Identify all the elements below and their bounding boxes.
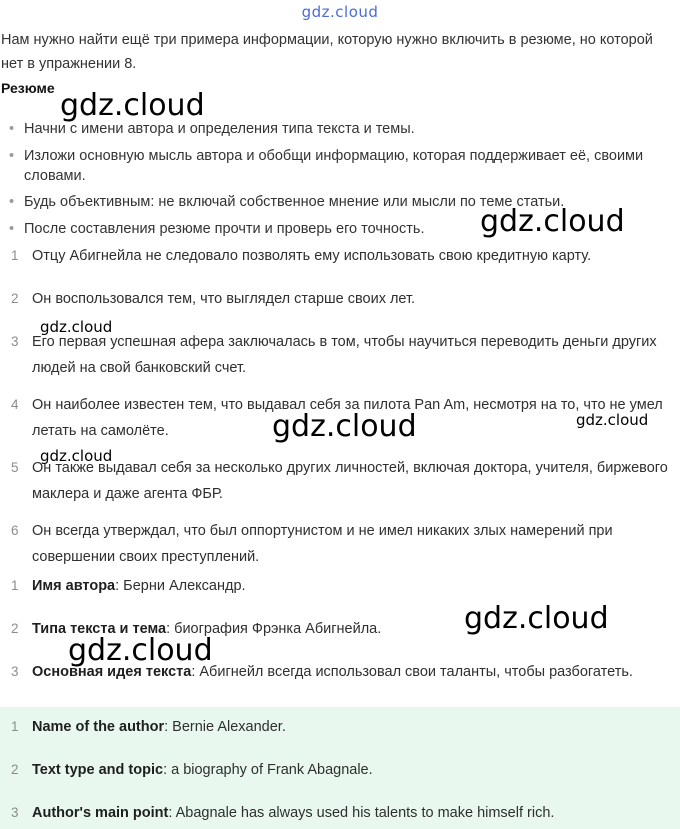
- fact-item: Он воспользовался тем, что выглядел старше своих лет.: [32, 291, 416, 307]
- bullet-item: • Будь объективным: не включай собственное мнение или мысли по теме статьи.: [9, 194, 565, 210]
- list-number: 1: [11, 248, 19, 263]
- bullet-item: • Начни с имени автора и определения типа текста и темы.: [9, 121, 415, 137]
- watermark: gdz.cloud: [464, 601, 609, 636]
- list-number: 3: [11, 805, 19, 820]
- list-number: 3: [11, 334, 19, 349]
- list-number: 1: [11, 719, 19, 734]
- watermark: gdz.cloud: [576, 411, 649, 429]
- summary-ru-item: Основная идея текста: Абигнейл всегда использовал свои таланты, чтобы разбогатеть.: [32, 664, 633, 680]
- intro-paragraph: Нам нужно найти ещё три примера информации, которую нужно включить в резюме, но которой нет в упражнении 8.: [1, 32, 653, 72]
- section-heading: Резюме: [1, 80, 55, 96]
- watermark-top: gdz.cloud: [301, 3, 379, 21]
- bullet-dot-icon: •: [9, 194, 15, 210]
- summary-en-item: Text type and topic: a biography of Frank Abagnale.: [32, 762, 373, 778]
- fact-item: Его первая успешная афера заключалась в том, чтобы научиться переводить деньги других людей на свой банковский счет.: [32, 334, 657, 376]
- summary-ru-item: Типа текста и тема: биография Фрэнка Абигнейла.: [32, 621, 382, 637]
- bullet-dot-icon: •: [9, 121, 15, 137]
- watermark: gdz.cloud: [480, 204, 625, 239]
- bullet-dot-icon: •: [9, 148, 15, 164]
- bullet-item: • После составления резюме прочти и проверь его точность.: [9, 221, 425, 237]
- list-number: 3: [11, 664, 19, 679]
- fact-item: Отцу Абигнейла не следовало позволять ему использовать свою кредитную карту.: [32, 248, 592, 264]
- list-number: 6: [11, 523, 19, 538]
- watermark: gdz.cloud: [60, 88, 205, 123]
- watermark: gdz.cloud: [68, 633, 213, 668]
- summary-ru-item: Имя автора: Берни Александр.: [32, 578, 246, 594]
- watermark: gdz.cloud: [272, 409, 417, 444]
- list-number: 2: [11, 291, 19, 306]
- bullet-dot-icon: •: [9, 221, 15, 237]
- list-number: 5: [11, 460, 19, 475]
- fact-item: Он наиболее известен тем, что выдавал себя за пилота Pan Am, несмотря на то, что не умел летать на самолёте.: [32, 397, 663, 439]
- fact-item: Он всегда утверждал, что был оппортунистом и не имел никаких злых намерений при совершении своих преступлений.: [32, 523, 613, 565]
- fact-item: Он также выдавал себя за несколько других личностей, включая доктора, учителя, биржевого маклера и даже агента ФБР.: [32, 460, 668, 502]
- list-number: 4: [11, 397, 19, 412]
- list-number: 2: [11, 621, 19, 636]
- list-number: 2: [11, 762, 19, 777]
- watermark: gdz.cloud: [40, 318, 113, 336]
- summary-en-item: Author's main point: Abagnale has always used his talents to make himself rich.: [32, 805, 555, 821]
- watermark: gdz.cloud: [40, 447, 113, 465]
- bullet-item: • Изложи основную мысль автора и обобщи информацию, которая поддерживает её, своими словами.: [9, 148, 644, 184]
- summary-en-item: Name of the author: Bernie Alexander.: [32, 719, 286, 735]
- list-number: 1: [11, 578, 19, 593]
